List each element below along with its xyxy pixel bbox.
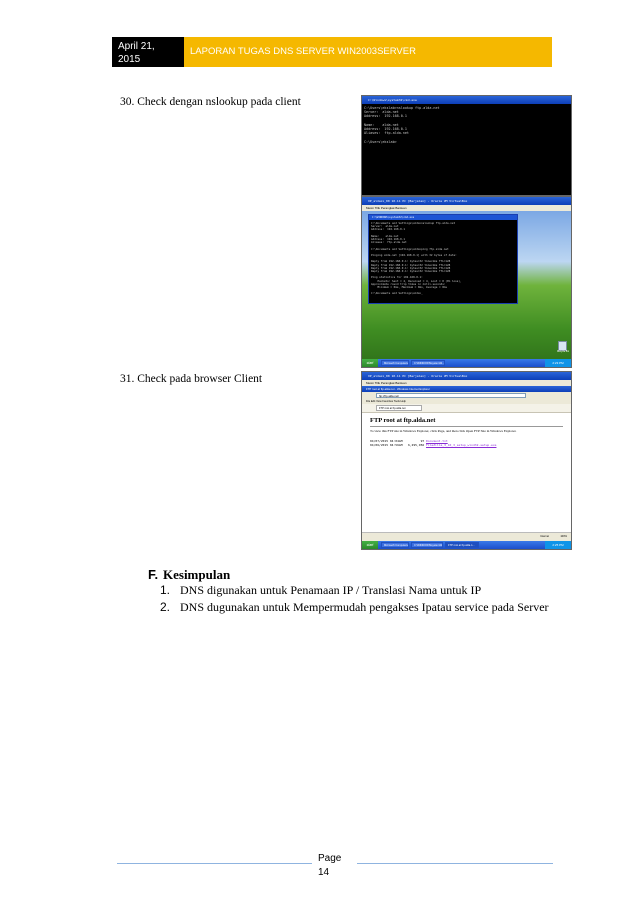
ie-content (362, 413, 571, 533)
vbox-menu: Mesin Tilik Perangkat Bantuan (362, 205, 571, 211)
task-item[interactable]: C:\WINDOWS\system32 (411, 542, 443, 548)
list-item (160, 583, 560, 598)
header-title: LAPORAN TUGAS DNS SERVER WIN2003SERVER (184, 37, 552, 67)
ftp-date: 04/06/2015 04:56AM (370, 443, 403, 447)
list-number: 2. (160, 600, 171, 614)
vbox-titlebar (362, 197, 571, 205)
section-heading (148, 567, 230, 583)
recycle-bin-label: Recycle Bin (557, 351, 570, 353)
cmd-console-output: C:\Documents and Settings\alda>nslookup ftp.alda.net Server: alda.net Address: 192.168.0.1 Name: alda.net Address: 192.168.0.1 Aliases: ftp.alda.net C:\Documents and Settings\alda>ping ftp.alda.net Pinging alda.net [192.168.0.1] with 32 bytes of data: Reply from 192.168.0.1: bytes=32 time<1ms TTL=128 Reply from 192.168.0.1: bytes=32 time<1ms TTL=128 Reply from 192.168.0.1: bytes=32 time<1ms TTL=128 Reply from 192.168.0.1: bytes=32 time<1ms TTL=128 Ping statistics for 192.168.0.1: Packets: Sent = 4, Received = 4, Lost = 0 (0% loss), Approximate round trip times in milli-seconds: Minimum = 0ms, Maximum = 0ms, Average = 0ms C:\Documents and Settings\alda>_ (369, 220, 515, 302)
ie-tab[interactable]: FTP root at ftp.alda.net (376, 405, 422, 411)
console-output: C:\Users\ekslab>nslookup ftp.alda.net Server: alda.net Address: 192.168.0.1 Name: alda.net Address: 192.168.0.1 Aliases: ftp.alda.net C:\Users\ekslab> (362, 104, 572, 196)
page-number (318, 852, 341, 880)
vbox-titlebar (362, 372, 571, 380)
taskbar (362, 359, 571, 367)
status-zone: Internet (540, 535, 549, 538)
list-text: DNS dugunakan untuk Mempermudah pengakses Ipatau service pada Server (180, 600, 549, 614)
section-letter: F. (148, 567, 159, 582)
header-date: April 21, 2015 (112, 37, 184, 67)
list-item (160, 600, 560, 615)
page-label: Page (318, 853, 342, 864)
section-title: Kesimpulan (163, 567, 231, 582)
footer-rule-left (117, 863, 312, 864)
ie-tab-bar (362, 404, 571, 413)
divider (370, 426, 563, 427)
ie-menu: File Edit View Favorites Tools Help (362, 399, 571, 404)
ie-status-bar (362, 532, 571, 541)
vbox-title: XP_aldaxx_00 10.11 PC [Berjalan] - Oracle VM VirtualBox (368, 199, 468, 203)
clock: 2:23 PM (545, 359, 571, 367)
step-30-label: 30. Check dengan nslookup pada client (120, 96, 301, 108)
page-num: 14 (318, 867, 330, 878)
vbox-title: XP_aldaxx_00 10.11 PC [Berjalan] - Oracle VM VirtualBox (368, 374, 468, 378)
recycle-bin-icon (557, 341, 570, 353)
list-text: DNS digunakan untuk Penamaan IP / Translasi Nama untuk IP (180, 583, 482, 597)
ftp-heading: FTP root at ftp.alda.net (370, 417, 436, 424)
screenshot-xp-cmd (361, 196, 572, 368)
footer-rule-right (357, 863, 553, 864)
ftp-row (370, 443, 496, 447)
cmd-title: C:\WINDOWS\system32\cmd.exe (369, 215, 517, 220)
ftp-link[interactable]: Document.txt (426, 439, 448, 443)
ftp-link[interactable]: FileZilla_3_10_3_setup_wind32-setup.exe (426, 443, 497, 447)
ie-title: FTP root at ftp.alda.net - Windows Internet Explorer (366, 387, 430, 391)
vbox-menu: Mesin Tilik Perangkat Bantuan (362, 380, 571, 386)
task-item[interactable]: Microsoft Computers (381, 542, 409, 548)
task-item[interactable]: FTP root at ftp.alda.n... (445, 542, 479, 548)
task-item[interactable]: Microsoft Computers (381, 360, 409, 366)
start-button[interactable]: start (362, 541, 378, 549)
taskbar (362, 541, 571, 549)
zoom-level[interactable]: 100% (560, 535, 567, 538)
window-title: C:\Windows\system32\cmd.exe (368, 98, 417, 102)
screenshot-ie-ftp (361, 371, 572, 550)
ftp-size: 97 (420, 439, 425, 443)
screenshot-cmd-nslookup (361, 95, 572, 196)
list-number: 1. (160, 583, 171, 597)
window-titlebar (362, 96, 571, 104)
ie-address-bar (362, 392, 571, 399)
ftp-size: 6,295,956 (407, 443, 425, 447)
recycle-bin[interactable] (557, 341, 570, 353)
address-input[interactable]: ftp://ftp.alda.net/ (376, 393, 526, 398)
ftp-date: 04/07/2015 04:04AM (370, 439, 403, 443)
clock: 2:25 PM (545, 541, 571, 549)
task-item[interactable]: C:\WINDOWS\system32... (411, 360, 445, 366)
start-button[interactable]: start (362, 359, 378, 367)
ftp-note: To view this FTP site in Windows Explorer, click Page, and then click Open FTP Site in Windows Explorer. (370, 429, 517, 433)
step-31-label: 31. Check pada browser Client (120, 373, 263, 385)
cmd-window (368, 214, 518, 304)
